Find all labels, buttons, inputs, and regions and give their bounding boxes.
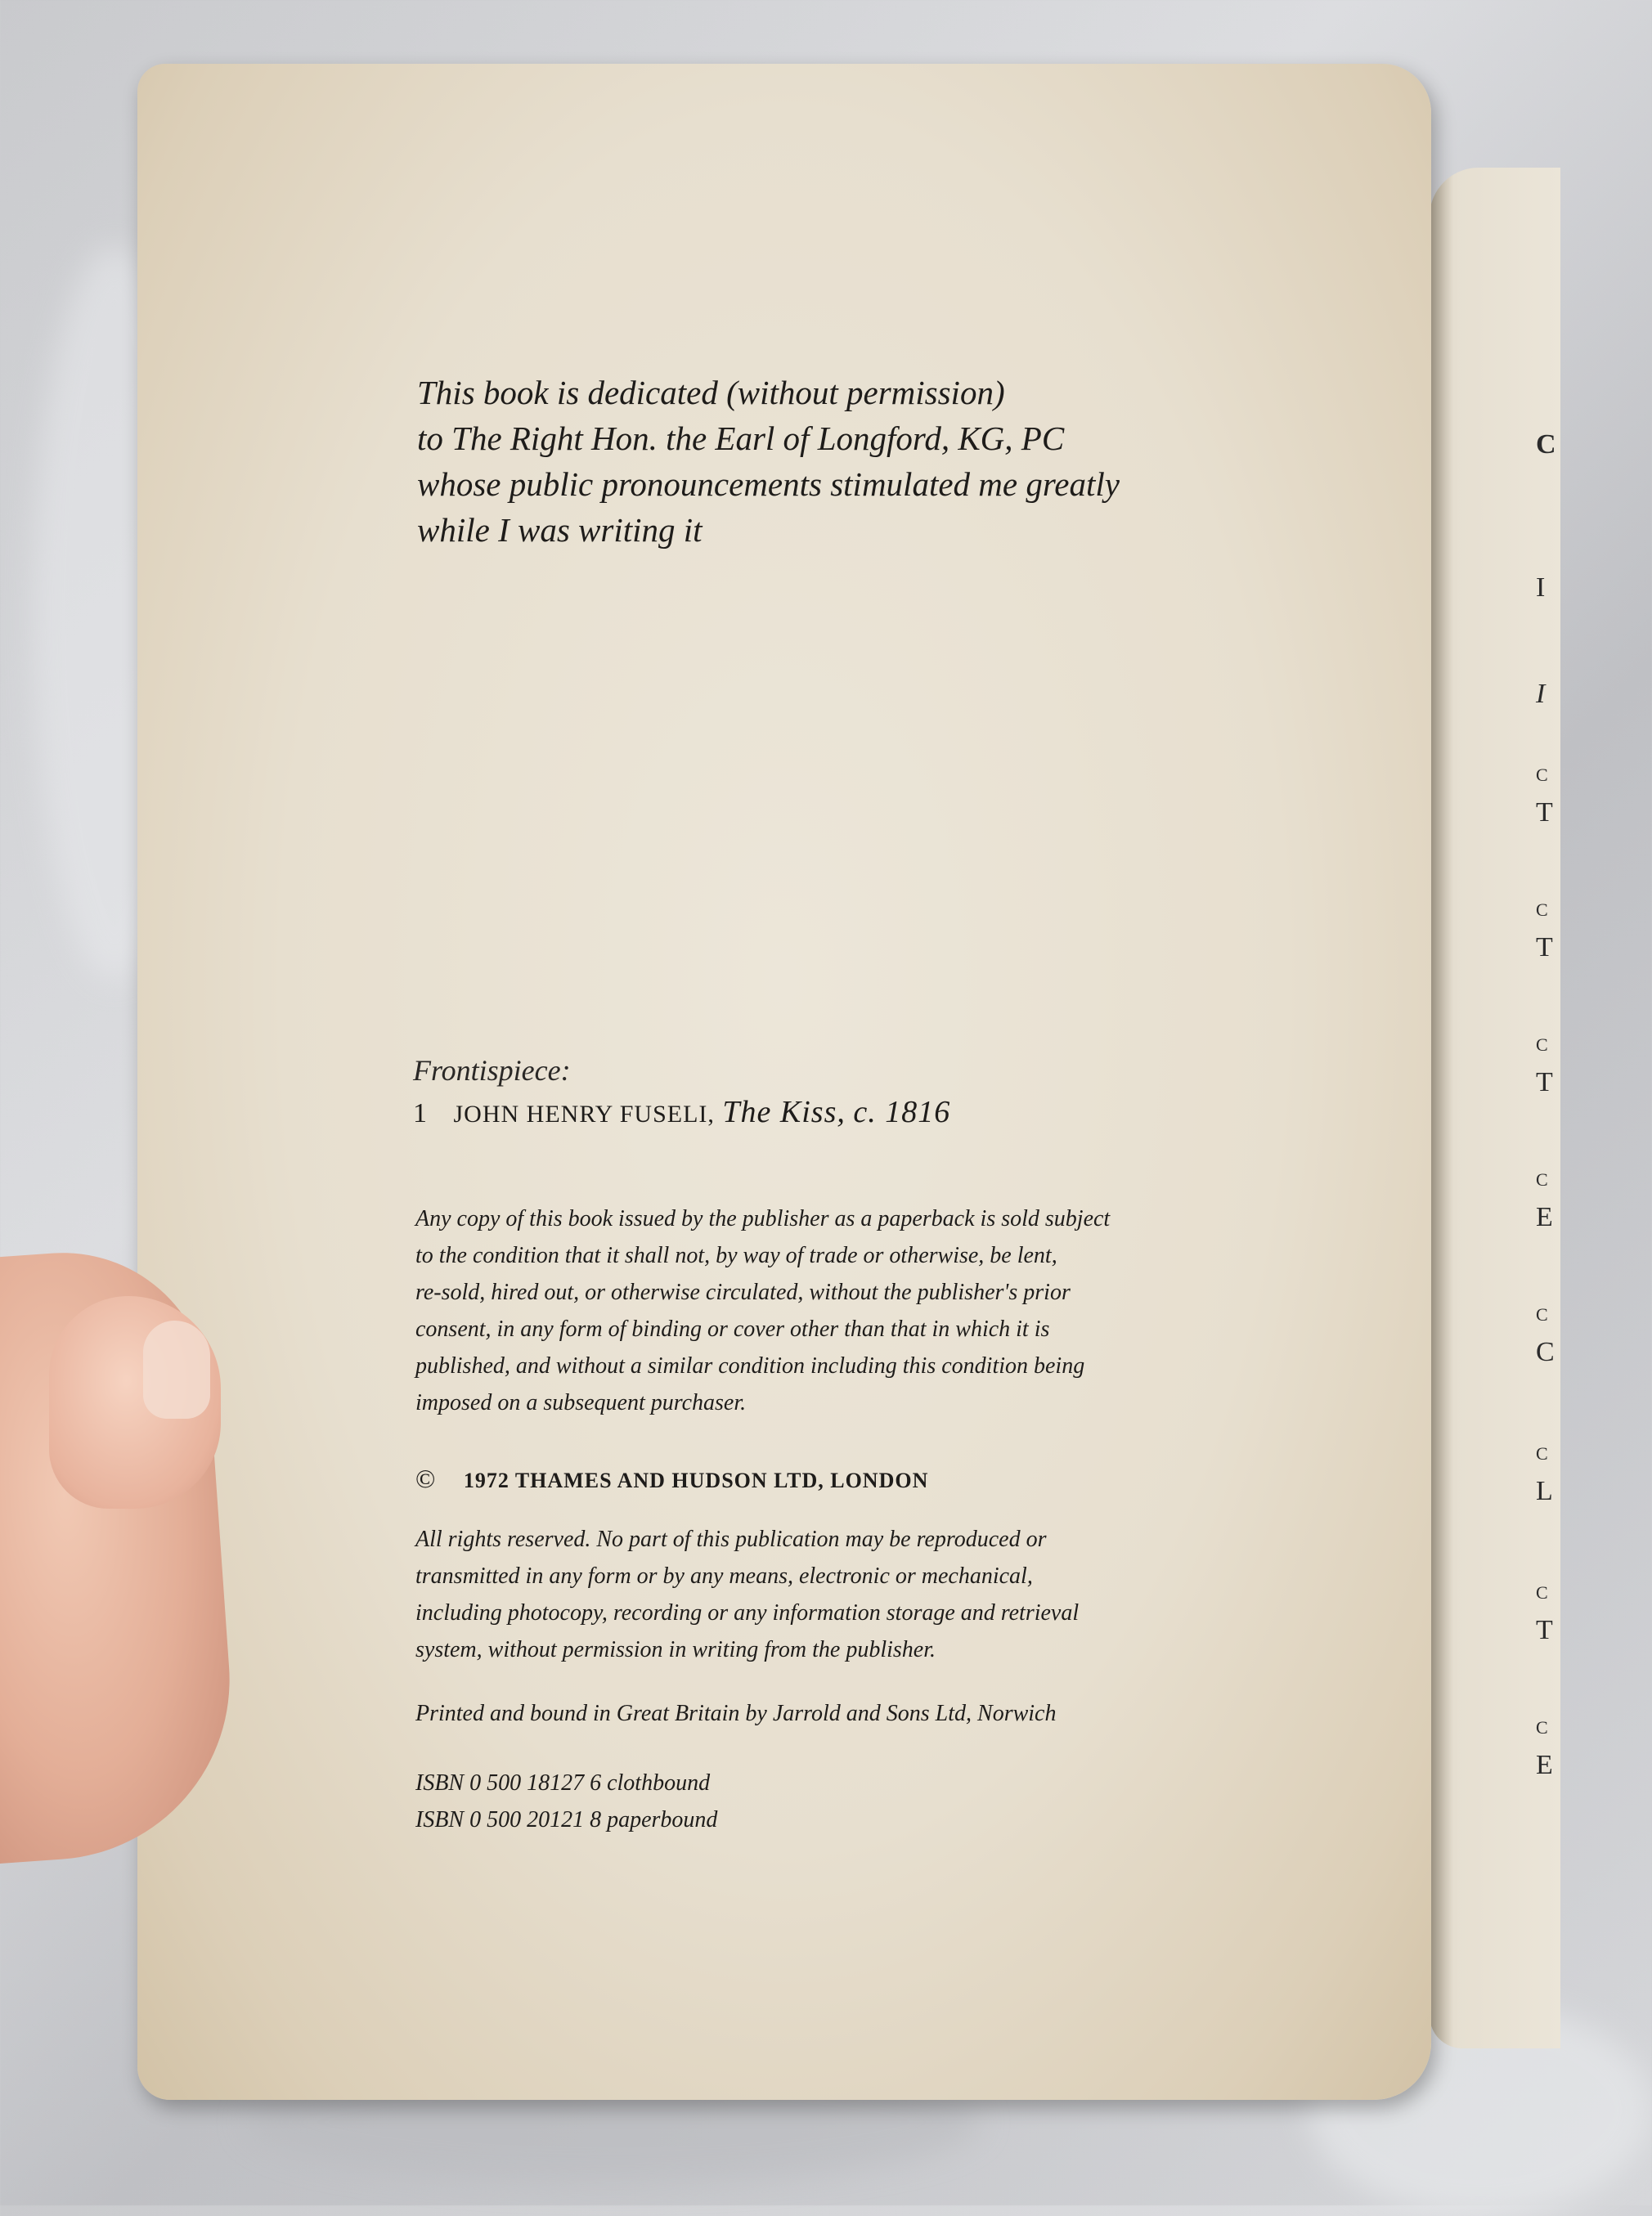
printer-line: Printed and bound in Great Britain by Jarrold and Sons Ltd, Norwich [415,1701,1057,1726]
copyright-text: 1972 THAMES AND HUDSON LTD, LONDON [463,1469,929,1492]
right-page-fragment: C [1536,1304,1548,1325]
dedication-line: This book is dedicated (without permission) [417,374,1005,411]
right-page-fragment: C [1536,429,1556,460]
dedication-line: whose public pronouncements stimulated me greatly [417,465,1120,503]
sale-condition-notice [415,1200,1110,1421]
right-page-fragment: T [1536,797,1553,828]
dedication-line: while I was writing it [417,511,703,549]
right-page-fragment: T [1536,1067,1553,1097]
right-page-fragment: C [1536,899,1548,920]
notice-line: re-sold, hired out, or otherwise circulated, without the publisher's prior [415,1280,1071,1305]
notice-line: imposed on a subsequent purchaser. [415,1390,747,1415]
right-page-edge [1430,168,1560,2048]
isbn-block [415,1765,717,1838]
frontispiece-caption [413,1094,950,1130]
notice-line: published, and without a similar condition including this condition being [415,1353,1085,1379]
right-page-fragment: T [1536,1615,1553,1645]
right-page-fragment: I [1536,679,1546,709]
right-page-fragment: C [1536,1169,1548,1190]
dedication-line: to The Right Hon. the Earl of Longford, KG, PC [417,419,1065,457]
artist-name: JOHN HENRY FUSELI, [453,1101,715,1128]
copyright-line [415,1464,928,1494]
right-page-fragment: C [1536,1582,1548,1603]
dedication-text [417,370,1120,553]
isbn-line: ISBN 0 500 18127 6 clothbound [415,1770,711,1796]
plate-number: 1 [413,1098,428,1128]
right-page-fragment: C [1536,1337,1555,1367]
rights-line: All rights reserved. No part of this publication may be reproduced or [415,1527,1047,1552]
frontispiece-label: Frontispiece: [413,1054,571,1087]
right-page-fragment: I [1536,572,1546,603]
rights-line: including photocopy, recording or any information storage and retrieval [415,1600,1080,1626]
rights-notice [415,1521,1079,1668]
isbn-line: ISBN 0 500 20121 8 paperbound [415,1807,718,1832]
right-page-fragment: C [1536,1443,1548,1464]
rights-line: transmitted in any form or by any means, electronic or mechanical, [415,1563,1033,1589]
right-page-fragment: L [1536,1476,1553,1506]
thumbnail-nail [143,1321,210,1419]
right-page-fragment: E [1536,1202,1553,1232]
right-page-fragment: T [1536,932,1553,962]
right-page-fragment: E [1536,1750,1553,1780]
artwork-date: c. 1816 [853,1095,951,1129]
right-page-fragment: C [1536,1717,1548,1738]
rights-line: system, without permission in writing from the publisher. [415,1637,936,1662]
right-page-fragment: C [1536,1034,1548,1055]
notice-line: Any copy of this book issued by the publisher as a paperback is sold subject [415,1206,1111,1231]
notice-line: consent, in any form of binding or cover other than that in which it is [415,1317,1050,1342]
right-page-fragment: C [1536,765,1548,785]
artwork-title: The Kiss, [722,1095,846,1129]
notice-line: to the condition that it shall not, by way of trade or otherwise, be lent, [415,1243,1057,1268]
copyright-symbol: © [415,1464,437,1493]
